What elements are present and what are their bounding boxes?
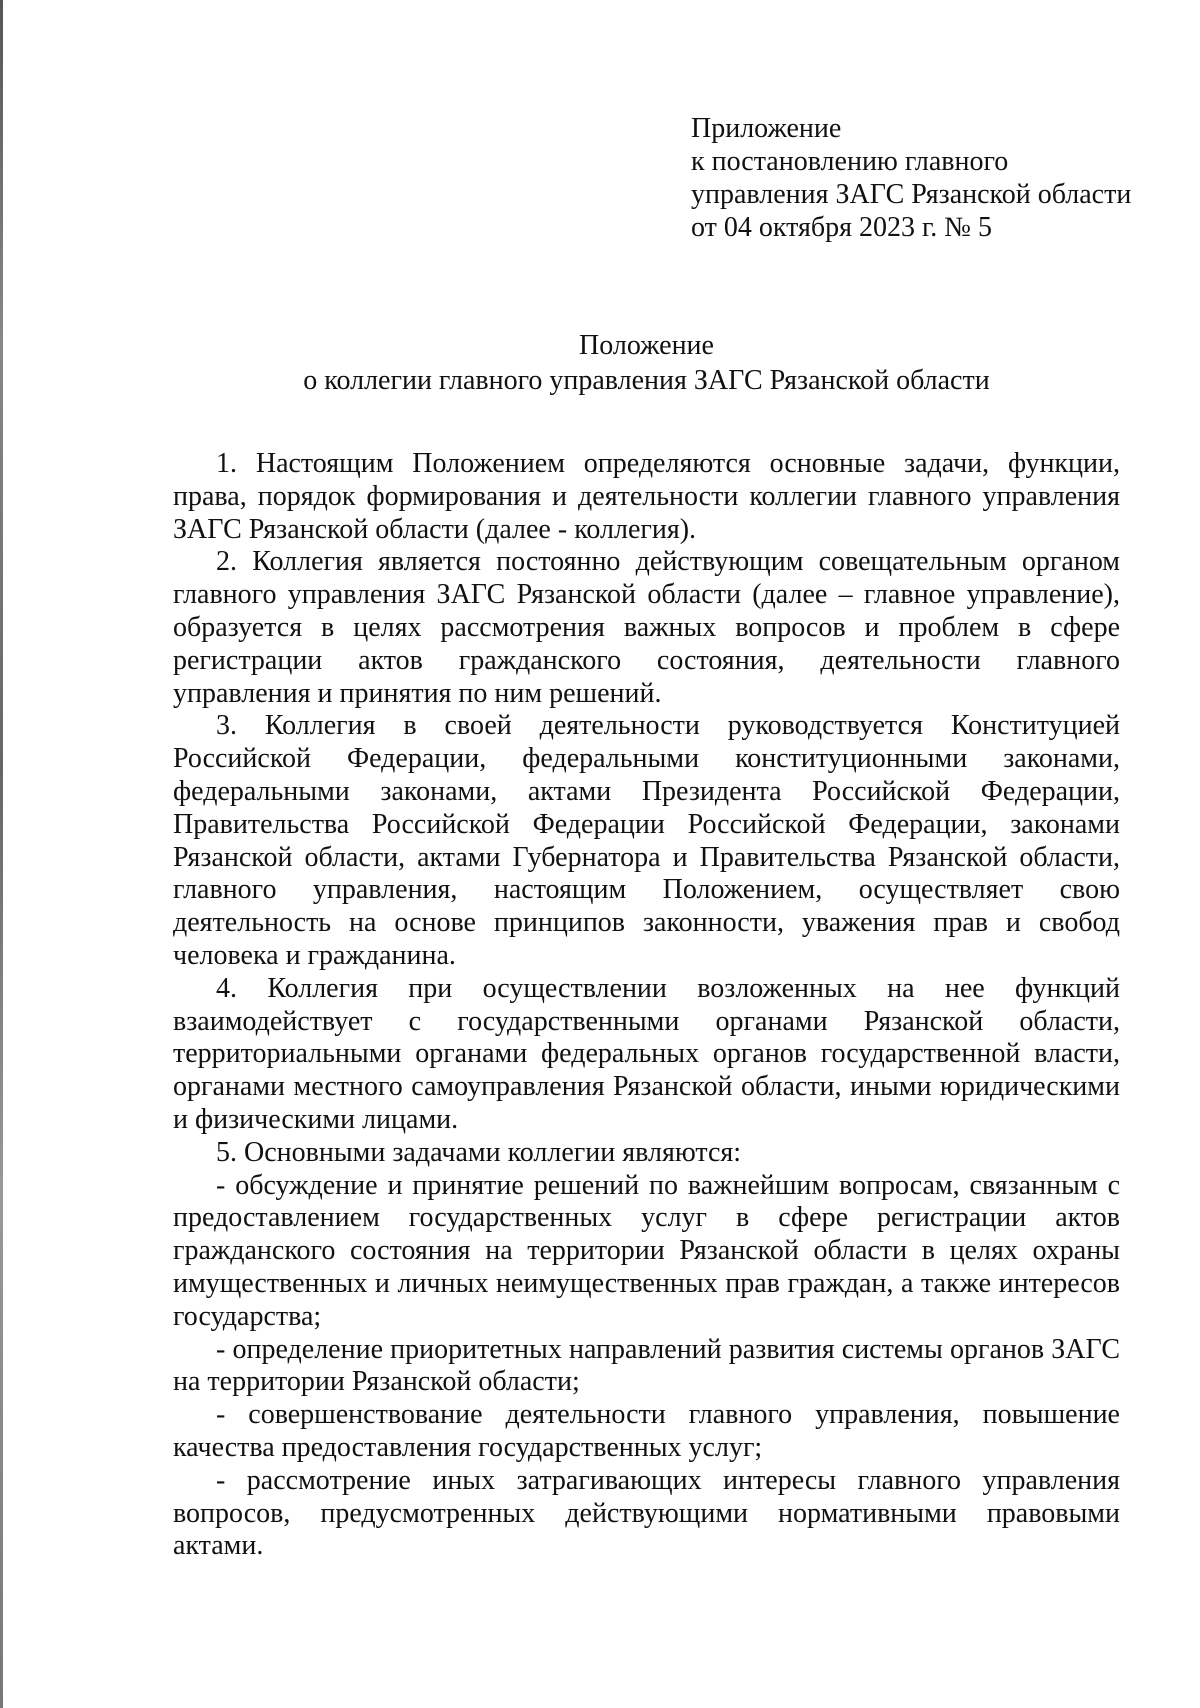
paragraph-task-3: - совершенствование деятельности главного управления, повышение качества предоставления государственных услуг; [173, 1399, 1120, 1463]
title-line-2: о коллегии главного управления ЗАГС Рязанской области [303, 365, 990, 396]
scan-edge [0, 0, 3, 1708]
paragraph-task-4: - рассмотрение иных затрагивающих интересы главного управления вопросов, предусмотренных действующими нормативными правовыми актами. [173, 1464, 1120, 1562]
paragraph-1: 1. Настоящим Положением определяются основные задачи, функции, права, порядок формирования и деятельности коллегии главного управления ЗАГС Рязанской области (далее - коллегия). [173, 448, 1120, 545]
paragraph-5: 5. Основными задачами коллегии являются: [216, 1136, 742, 1168]
title-line-1: Положение [579, 330, 714, 361]
appendix-line-1: Приложение [691, 113, 842, 144]
paragraph-task-2: - определение приоритетных направлений развития системы органов ЗАГС на территории Рязанской области; [173, 1333, 1120, 1398]
appendix-block [691, 112, 1171, 244]
paragraph-4: 4. Коллегия при осуществлении возложенных на нее функций взаимодействует с государственными органами Рязанской области, территориальными органами федеральных органов государственной власти, органами местного самоуправления Рязанской области, иными юридическими и физическими лицами. [173, 972, 1120, 1135]
paragraph-2: 2. Коллегия является постоянно действующим совещательным органом главного управления ЗАГС Рязанской области (далее – главное управление), образуется в целях рассмотрения важных вопросов и проблем в сфере регистрации актов гражданского состояния, деятельности главного управления и принятия по ним решений. [173, 546, 1120, 709]
paragraph-3: 3. Коллегия в своей деятельности руководствуется Конституцией Российской Федерации, федеральными конституционными законами, федеральными законами, актами Президента Российской Федерации, Правительства Российской Федерации Российской Федерации, законами Рязанской области, актами Губернатора и Правительства Рязанской области, главного управления, настоящим Положением, осуществляет свою деятельность на основе принципов законности, уважения прав и свобод человека и гражданина. [173, 710, 1120, 971]
appendix-line-2: к постановлению главного [691, 146, 1009, 177]
document-title [173, 328, 1120, 398]
appendix-line-3: управления ЗАГС Рязанской области [691, 179, 1132, 210]
appendix-line-4: от 04 октября 2023 г. № 5 [691, 212, 993, 243]
paragraph-task-1: - обсуждение и принятие решений по важнейшим вопросам, связанным с предоставлением государственных услуг в сфере регистрации актов гражданского состояния на территории Рязанской области в целях охраны имущественных и личных неимущественных прав граждан, а также интересов государства; [173, 1169, 1120, 1332]
document-body [173, 448, 1120, 1563]
